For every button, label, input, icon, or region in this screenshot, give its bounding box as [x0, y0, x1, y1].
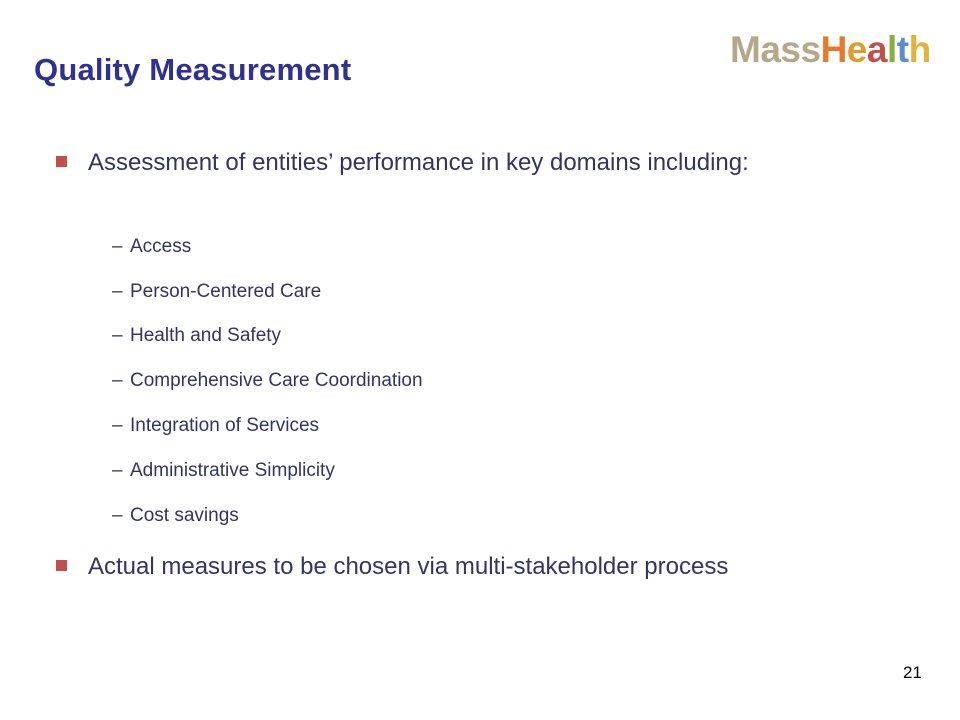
- sub-bullet-text: Access: [130, 236, 192, 257]
- logo-letter: l: [886, 29, 897, 70]
- dash-bullet-icon: –: [112, 460, 123, 481]
- dash-bullet-icon: –: [112, 281, 123, 302]
- bullet-item: [56, 549, 846, 584]
- dash-bullet-icon: –: [112, 325, 123, 346]
- sub-bullet-item: [112, 504, 239, 528]
- logo-letter: H: [820, 29, 847, 70]
- logo-letter: t: [896, 29, 909, 70]
- bullet-text: Assessment of entities’ performance in key domains including:: [88, 149, 749, 176]
- sub-bullet-text: Person-Centered Care: [130, 281, 322, 302]
- page-number: 21: [903, 663, 922, 682]
- bullet-text: Actual measures to be chosen via multi-stakeholder process: [88, 553, 729, 580]
- logo-letter: M: [730, 29, 761, 70]
- square-bullet-icon: [56, 560, 67, 571]
- sub-bullet-item: [112, 235, 191, 259]
- sub-bullet-text: Cost savings: [130, 505, 239, 526]
- sub-bullet-text: Administrative Simplicity: [130, 460, 335, 481]
- logo-letter: s: [800, 29, 821, 70]
- sub-bullet-text: Integration of Services: [130, 415, 320, 436]
- sub-bullet-text: Comprehensive Care Coordination: [130, 370, 423, 391]
- logo-letter: s: [780, 29, 801, 70]
- bullet-item: [56, 145, 846, 180]
- square-bullet-icon: [56, 156, 67, 167]
- sub-bullet-text: Health and Safety: [130, 325, 282, 346]
- sub-bullet-item: [112, 280, 321, 304]
- logo-letter: a: [760, 29, 781, 70]
- sub-bullet-item: [112, 324, 281, 348]
- logo-letter: h: [908, 29, 931, 70]
- logo-letter: a: [866, 29, 887, 70]
- sub-bullet-item: [112, 459, 335, 483]
- dash-bullet-icon: –: [112, 370, 123, 391]
- dash-bullet-icon: –: [112, 415, 123, 436]
- dash-bullet-icon: –: [112, 236, 123, 257]
- slide-title: Quality Measurement: [34, 52, 352, 87]
- masshealth-logo: [730, 31, 931, 68]
- logo-letter: e: [846, 29, 867, 70]
- dash-bullet-icon: –: [112, 505, 123, 526]
- sub-bullet-item: [112, 414, 319, 438]
- sub-bullet-item: [112, 369, 423, 393]
